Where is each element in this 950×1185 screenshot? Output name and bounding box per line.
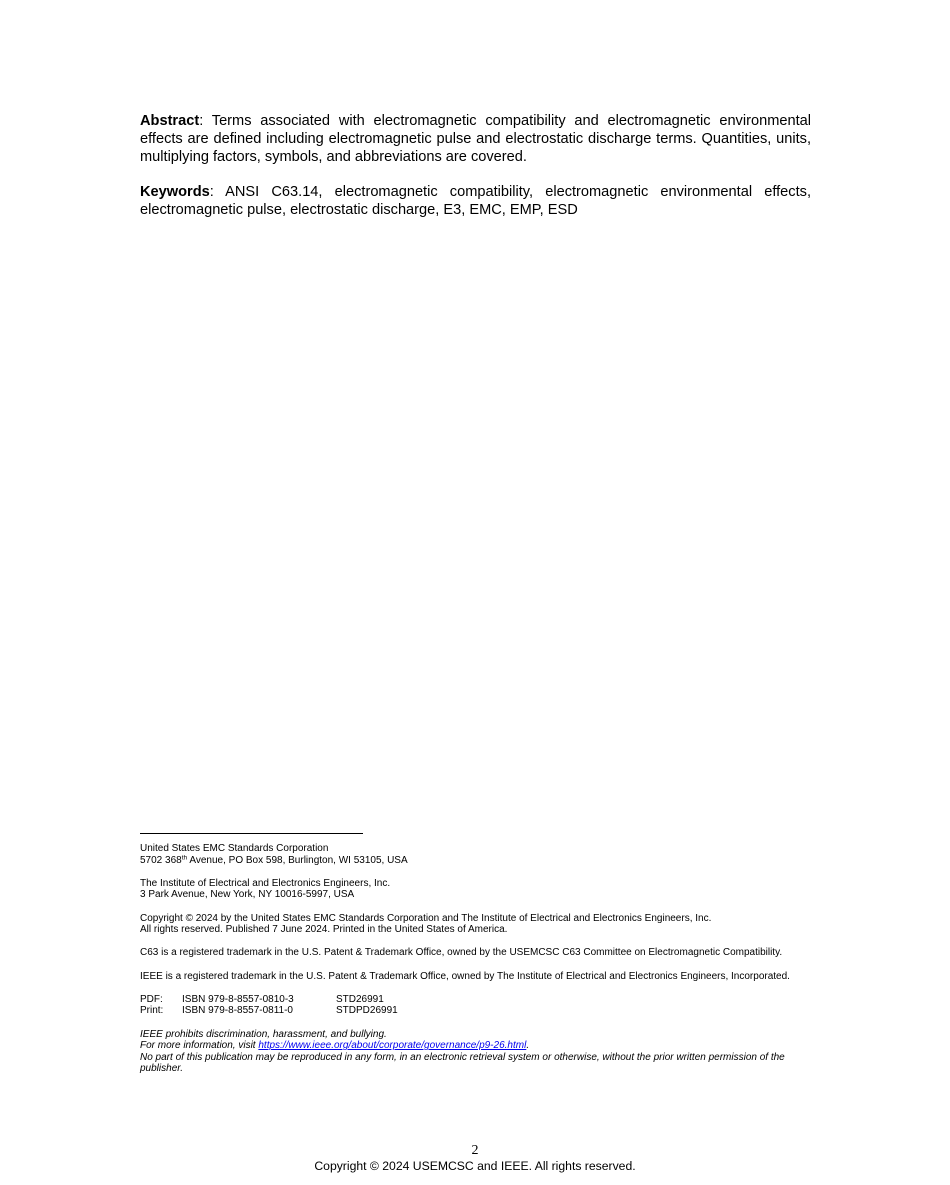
isbn-format: PDF: [140, 993, 163, 1005]
isbn-format: Print: [140, 1005, 164, 1017]
notice-info [140, 1040, 820, 1052]
usemcsc-address [140, 855, 820, 867]
ieee-name: The Institute of Electrical and Electronics Engineers, Inc. [140, 877, 391, 889]
ieee-address-block [140, 878, 820, 901]
page-number: 2 [471, 1143, 479, 1158]
copyright-block [140, 913, 820, 936]
isbn-code: STD26991 [336, 993, 384, 1005]
notice-block [140, 1029, 820, 1075]
footnotes-section [140, 843, 820, 1086]
footnote-divider [140, 833, 363, 834]
keywords-text: : ANSI C63.14, electromagnetic compatibility, electromagnetic environmental effects, electromagnetic pulse, electrostatic discharge, E3, EMC, EMP, ESD [140, 184, 811, 218]
abstract-paragraph [140, 112, 811, 166]
ieee-trademark: IEEE is a registered trademark in the U.S. Patent & Trademark Office, owned by The Institute of Electrical and Electronics Engineers, Incorporated. [140, 970, 790, 982]
isbn-row-print [140, 1005, 820, 1017]
c63-trademark: C63 is a registered trademark in the U.S. Patent & Trademark Office, owned by the USEMCSC C63 Committee on Electromagnetic Compatibility. [140, 947, 783, 959]
usemcsc-address-suffix: Avenue, PO Box 598, Burlington, WI 53105, USA [187, 854, 408, 866]
isbn-number: ISBN 979-8-8557-0810-3 [182, 993, 294, 1005]
keywords-paragraph [140, 183, 811, 219]
keywords-label: Keywords [140, 184, 210, 200]
isbn-block [140, 994, 820, 1017]
copyright-line-1: Copyright © 2024 by the United States EMC Standards Corporation and The Institute of Electrical and Electronics Engineers, Inc. [140, 912, 712, 924]
ieee-address: 3 Park Avenue, New York, NY 10016-5997, USA [140, 889, 355, 901]
abstract-section [140, 112, 811, 236]
footer-copyright: Copyright © 2024 USEMCSC and IEEE. All rights reserved. [314, 1159, 636, 1173]
usemcsc-address-sup: th [181, 854, 188, 862]
abstract-text: : Terms associated with electromagnetic compatibility and electromagnetic environmental effects are defined including electromagnetic pulse and electrostatic discharge terms. Quantities, units, multiplying factors, symbols, and abbreviations are covered. [140, 113, 811, 165]
abstract-label: Abstract [140, 113, 200, 129]
usemcsc-address-prefix: 5702 368 [140, 854, 182, 866]
notice-discrimination: IEEE prohibits discrimination, harassment, and bullying. [140, 1028, 387, 1040]
notice-info-suffix: . [526, 1040, 530, 1052]
copyright-line-2: All rights reserved. Published 7 June 2024. Printed in the United States of America. [140, 924, 508, 936]
usemcsc-name: United States EMC Standards Corporation [140, 843, 329, 854]
usemcsc-address-block [140, 843, 820, 866]
isbn-number: ISBN 979-8-8557-0811-0 [182, 1005, 293, 1017]
isbn-code: STDPD26991 [336, 1005, 398, 1017]
notice-info-prefix: For more information, visit [140, 1040, 259, 1052]
isbn-row-pdf [140, 994, 820, 1006]
governance-link[interactable]: https://www.ieee.org/about/corporate/governance/p9-26.html [258, 1040, 527, 1052]
notice-reproduction: No part of this publication may be reproduced in any form, in an electronic retrieval system or otherwise, without the prior written permission of the publisher. [140, 1051, 785, 1075]
